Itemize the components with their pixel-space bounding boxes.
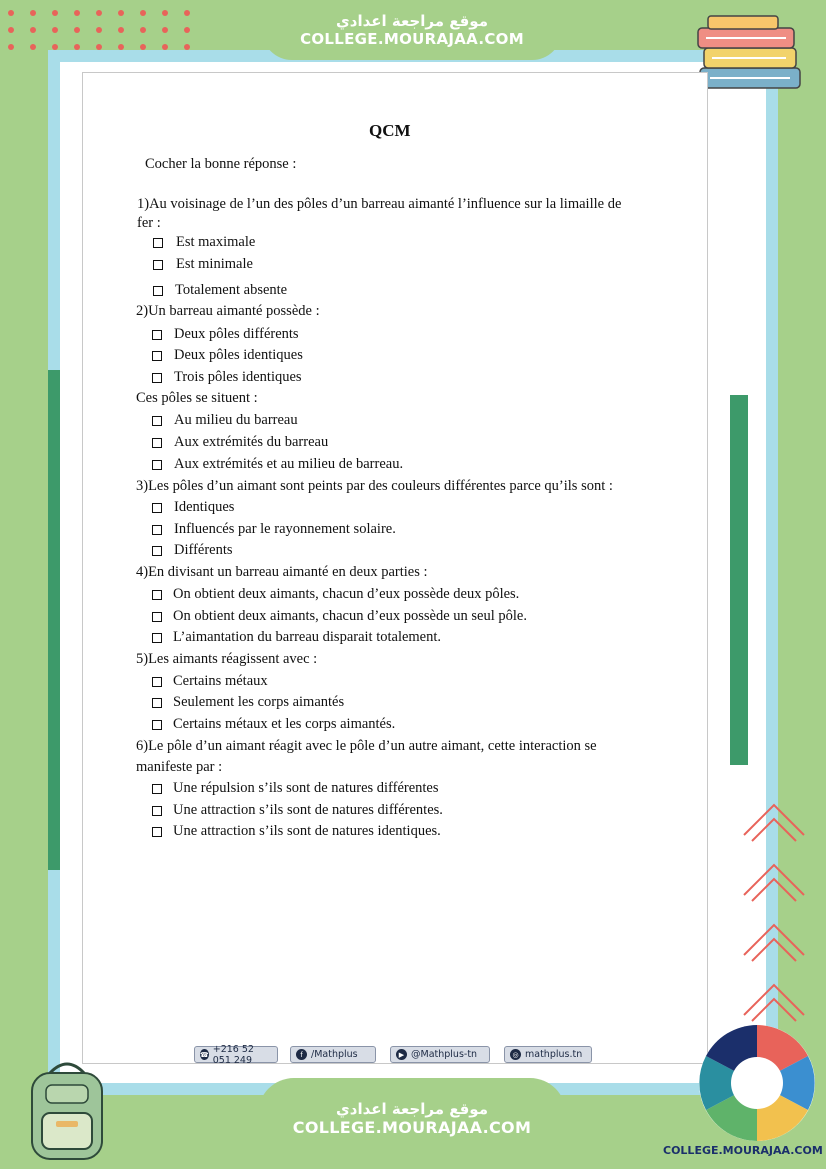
question-2b: Ces pôles se situent : xyxy=(136,390,258,406)
checkbox[interactable] xyxy=(152,438,162,448)
right-accent-strip xyxy=(730,395,748,765)
option: On obtient deux aimants, chacun d’eux possède deux pôles. xyxy=(173,586,520,602)
header-site-name: موقع مراجعة اعدادي xyxy=(336,12,488,30)
footer-site-url[interactable]: COLLEGE.MOURAJAA.COM xyxy=(292,1118,532,1137)
books-icon xyxy=(690,8,810,98)
option: Est maximale xyxy=(176,234,256,250)
checkbox[interactable] xyxy=(152,698,162,708)
checkbox[interactable] xyxy=(153,286,163,296)
option: Seulement les corps aimantés xyxy=(173,694,345,710)
option: Deux pôles différents xyxy=(174,326,299,342)
checkbox[interactable] xyxy=(152,720,162,730)
header-site-url[interactable]: COLLEGE.MOURAJAA.COM xyxy=(300,30,524,48)
checkbox[interactable] xyxy=(152,525,162,535)
left-accent-strip xyxy=(48,370,60,870)
option: Totalement absente xyxy=(175,282,288,298)
option: Influencés par le rayonnement solaire. xyxy=(174,521,396,537)
phone-label: +216 52 051 249 xyxy=(212,1043,254,1066)
education-logo-icon xyxy=(696,1022,818,1144)
option: Une répulsion s’ils sont de natures différentes xyxy=(173,780,439,796)
instruction: Cocher la bonne réponse : xyxy=(145,156,297,172)
option: Une attraction s’ils sont de natures identiques. xyxy=(173,823,441,839)
checkbox[interactable] xyxy=(153,260,163,270)
backpack-icon xyxy=(10,1055,120,1165)
facebook-icon: f xyxy=(296,1049,307,1060)
option: Certains métaux xyxy=(173,673,268,689)
checkbox[interactable] xyxy=(152,546,162,556)
facebook-label: /Mathplus xyxy=(311,1049,358,1060)
option: Une attraction s’ils sont de natures différentes. xyxy=(173,802,443,818)
question-6-cont: manifeste par : xyxy=(136,759,223,775)
document-title: QCM xyxy=(369,121,411,140)
option: Aux extrémités et au milieu de barreau. xyxy=(174,456,404,472)
question-3: 3)Les pôles d’un aimant sont peints par des couleurs différentes parce qu’ils sont : xyxy=(136,478,613,494)
checkbox[interactable] xyxy=(152,460,162,470)
option: Trois pôles identiques xyxy=(174,369,302,385)
checkbox[interactable] xyxy=(152,503,162,513)
social-youtube[interactable] xyxy=(390,1046,490,1063)
checkbox[interactable] xyxy=(152,784,162,794)
footer-banner xyxy=(258,1078,566,1158)
option: Au milieu du barreau xyxy=(174,412,298,428)
option: Différents xyxy=(174,542,233,558)
social-website[interactable] xyxy=(504,1046,592,1063)
checkbox[interactable] xyxy=(152,330,162,340)
question-1: 1)Au voisinage de l’un des pôles d’un barreau aimanté l’influence sur la limaille de xyxy=(137,196,622,212)
option: Aux extrémités du barreau xyxy=(174,434,329,450)
checkbox[interactable] xyxy=(153,238,163,248)
footer-site-name: موقع مراجعة اعدادي xyxy=(336,1100,488,1118)
checkbox[interactable] xyxy=(152,373,162,383)
checkbox[interactable] xyxy=(152,351,162,361)
globe-icon: ◎ xyxy=(510,1049,521,1060)
question-6: 6)Le pôle d’un aimant réagit avec le pôle d’un autre aimant, cette interaction se xyxy=(136,738,597,754)
checkbox[interactable] xyxy=(152,590,162,600)
checkbox[interactable] xyxy=(152,416,162,426)
youtube-icon: ▶ xyxy=(396,1049,407,1060)
checkbox[interactable] xyxy=(152,677,162,687)
social-phone[interactable] xyxy=(194,1043,278,1066)
checkbox[interactable] xyxy=(152,806,162,816)
option: L’aimantation du barreau disparait totalement. xyxy=(173,629,442,645)
checkbox[interactable] xyxy=(152,612,162,622)
option: Deux pôles identiques xyxy=(174,347,303,363)
question-1-cont: fer : xyxy=(137,215,161,231)
option: On obtient deux aimants, chacun d’eux possède un seul pôle. xyxy=(173,608,527,624)
social-facebook[interactable] xyxy=(290,1046,376,1063)
question-2: 2)Un barreau aimanté possède : xyxy=(136,303,320,319)
option: Est minimale xyxy=(176,256,253,272)
youtube-label: @Mathplus-tn xyxy=(411,1049,478,1060)
header-banner xyxy=(262,0,562,60)
whatsapp-icon: ☎ xyxy=(200,1050,209,1059)
option: Identiques xyxy=(174,499,235,515)
checkbox[interactable] xyxy=(152,827,162,837)
option: Certains métaux et les corps aimantés. xyxy=(173,716,396,732)
checkbox[interactable] xyxy=(152,633,162,643)
question-4: 4)En divisant un barreau aimanté en deux parties : xyxy=(136,564,428,580)
footer-brand[interactable]: COLLEGE.MOURAJAA.COM xyxy=(663,1144,823,1157)
question-5: 5)Les aimants réagissent avec : xyxy=(136,651,318,667)
website-label: mathplus.tn xyxy=(525,1049,583,1060)
